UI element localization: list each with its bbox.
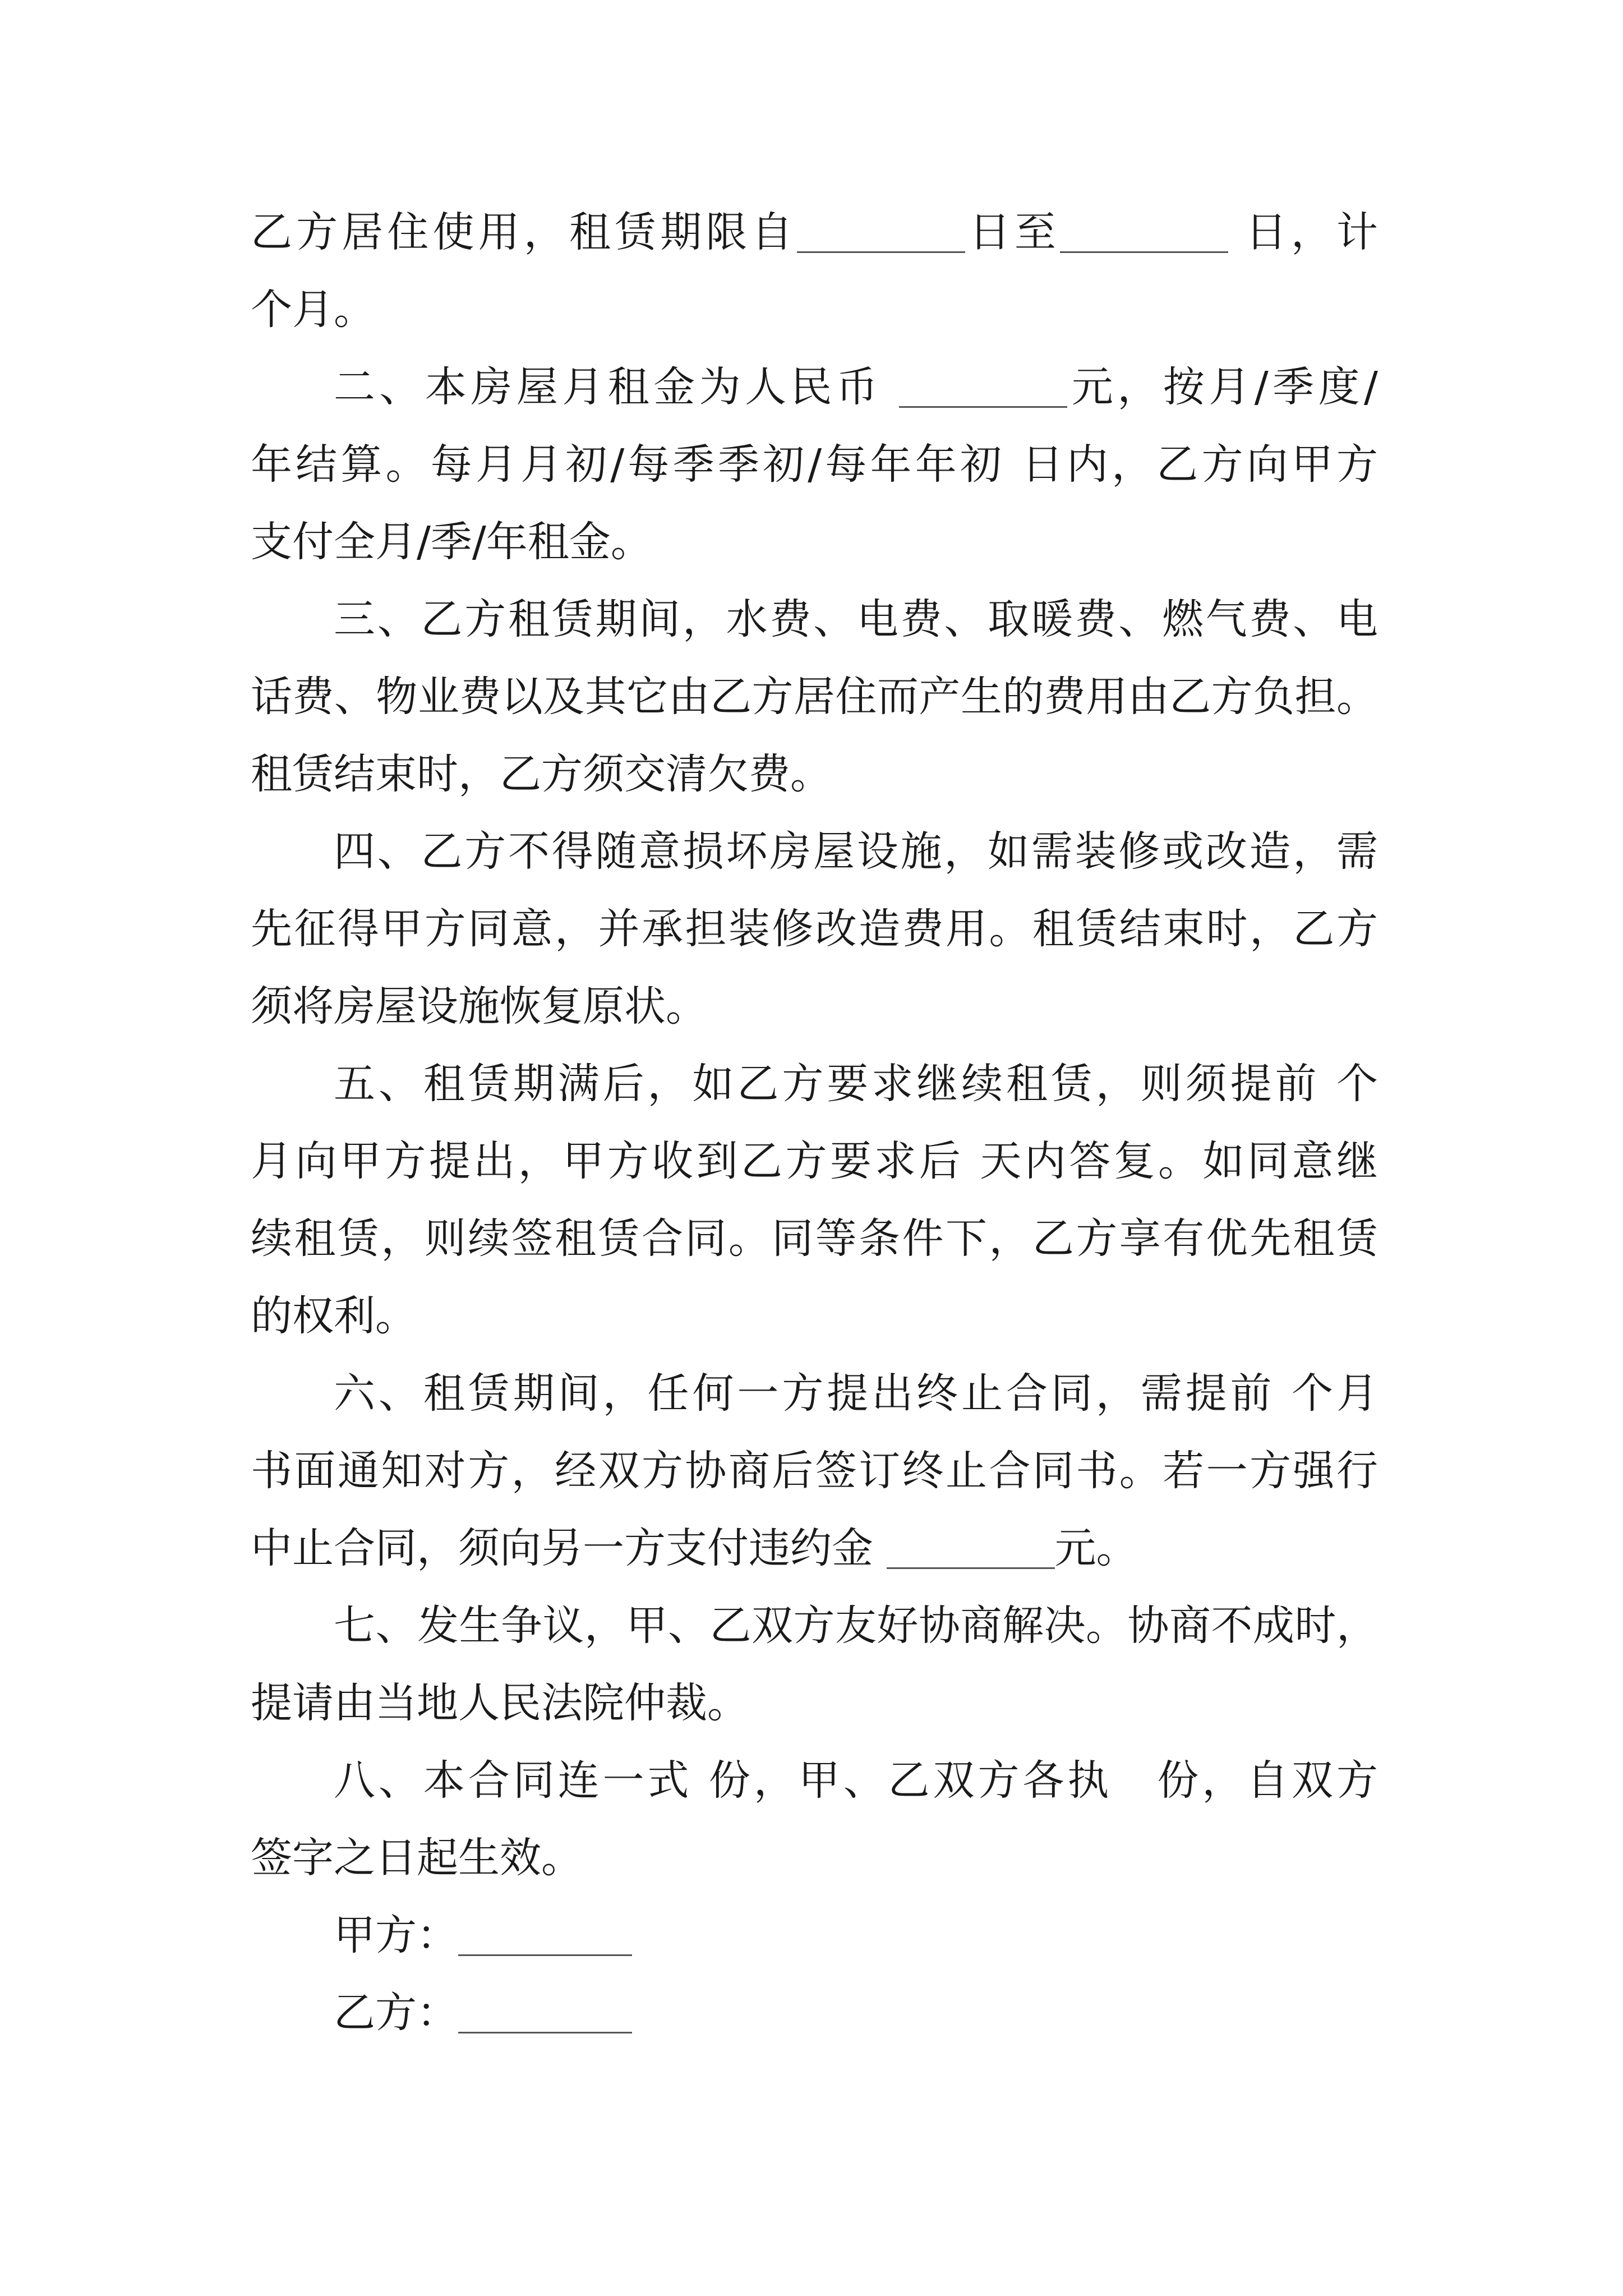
text-segment: 元。 [1054,1524,1138,1572]
clause-6-line-3 [251,1510,1378,1587]
clause-5-line-4: 的权利。 [251,1292,417,1340]
clause-4-line-1: 四、乙方不得随意损坏房屋设施，如需装修或改造，需 [334,827,1378,876]
clause-5-line-3: 续租赁，则续签租赁合同。同等条件下，乙方享有优先租赁 [251,1214,1378,1263]
blank-rent-amount [899,365,1067,408]
text-segment: 二、本房屋月租金为人民币 [334,363,900,411]
clause-2-line-1 [251,348,1378,426]
clause-2-line-2: 年结算。每月月初/每季季初/每年年初 日内，乙方向甲方 [251,440,1378,489]
clause-6-line-1: 六、租赁期间，任何一方提出终止合同，需提前 个月 [334,1369,1378,1418]
text-segment: 乙方居住使用，租赁期限自 [251,208,797,256]
contract-body [251,194,1378,2051]
text-segment: 日，计 [1228,208,1378,256]
clause-8-line-2: 签字之日起生效。 [251,1834,583,1882]
text-segment: 元，按月/季度/ [1067,363,1378,411]
text-segment: 份，自双方 [1154,1756,1378,1805]
clause-4-line-3: 须将房屋设施恢复原状。 [251,982,707,1030]
text-segment: 八、本合同连一式 份，甲、乙双方各执 [334,1756,1113,1805]
blank-party-b-signature [458,1990,632,2033]
clause-3-line-1: 三、乙方租赁期间，水费、电费、取暖费、燃气费、电 [334,595,1378,643]
signature-party-b [251,1974,1378,2051]
clause-6-line-2: 书面通知对方，经双方协商后签订终止合同书。若一方强行 [251,1447,1378,1495]
blank-end-date [1060,210,1228,253]
text-segment: 日至 [965,208,1061,256]
blank-penalty-amount [887,1526,1055,1569]
party-b-label: 乙方： [334,1989,458,2037]
blank-start-date [797,210,965,253]
clause-1-line-1 [251,194,1378,271]
clause-3-line-2: 话费、物业费以及其它由乙方居住而产生的费用由乙方负担。 [251,673,1378,721]
text-segment: 中止合同，须向另一方支付违约金 [251,1524,887,1572]
clause-5-line-2: 月向甲方提出，甲方收到乙方要求后 天内答复。如同意继 [251,1137,1378,1185]
party-a-label: 甲方： [334,1911,458,1959]
clause-5-line-1: 五、租赁期满后，如乙方要求继续租赁，则须提前 个 [334,1060,1378,1108]
signature-party-a [251,1897,1378,1974]
clause-3-line-3: 租赁结束时，乙方须交清欠费。 [251,750,832,798]
clause-8-line-1 [251,1742,1378,1819]
clause-1-line-2: 个月。 [251,286,375,334]
clause-7-line-2: 提请由当地人民法院仲裁。 [251,1679,749,1727]
clause-4-line-2: 先征得甲方同意，并承担装修改造费用。租赁结束时，乙方 [251,905,1378,953]
clause-2-line-3: 支付全月/季/年租金。 [251,518,652,566]
blank-party-a-signature [458,1913,632,1956]
clause-7-line-1: 七、发生争议，甲、乙双方友好协商解决。协商不成时， [334,1602,1378,1650]
